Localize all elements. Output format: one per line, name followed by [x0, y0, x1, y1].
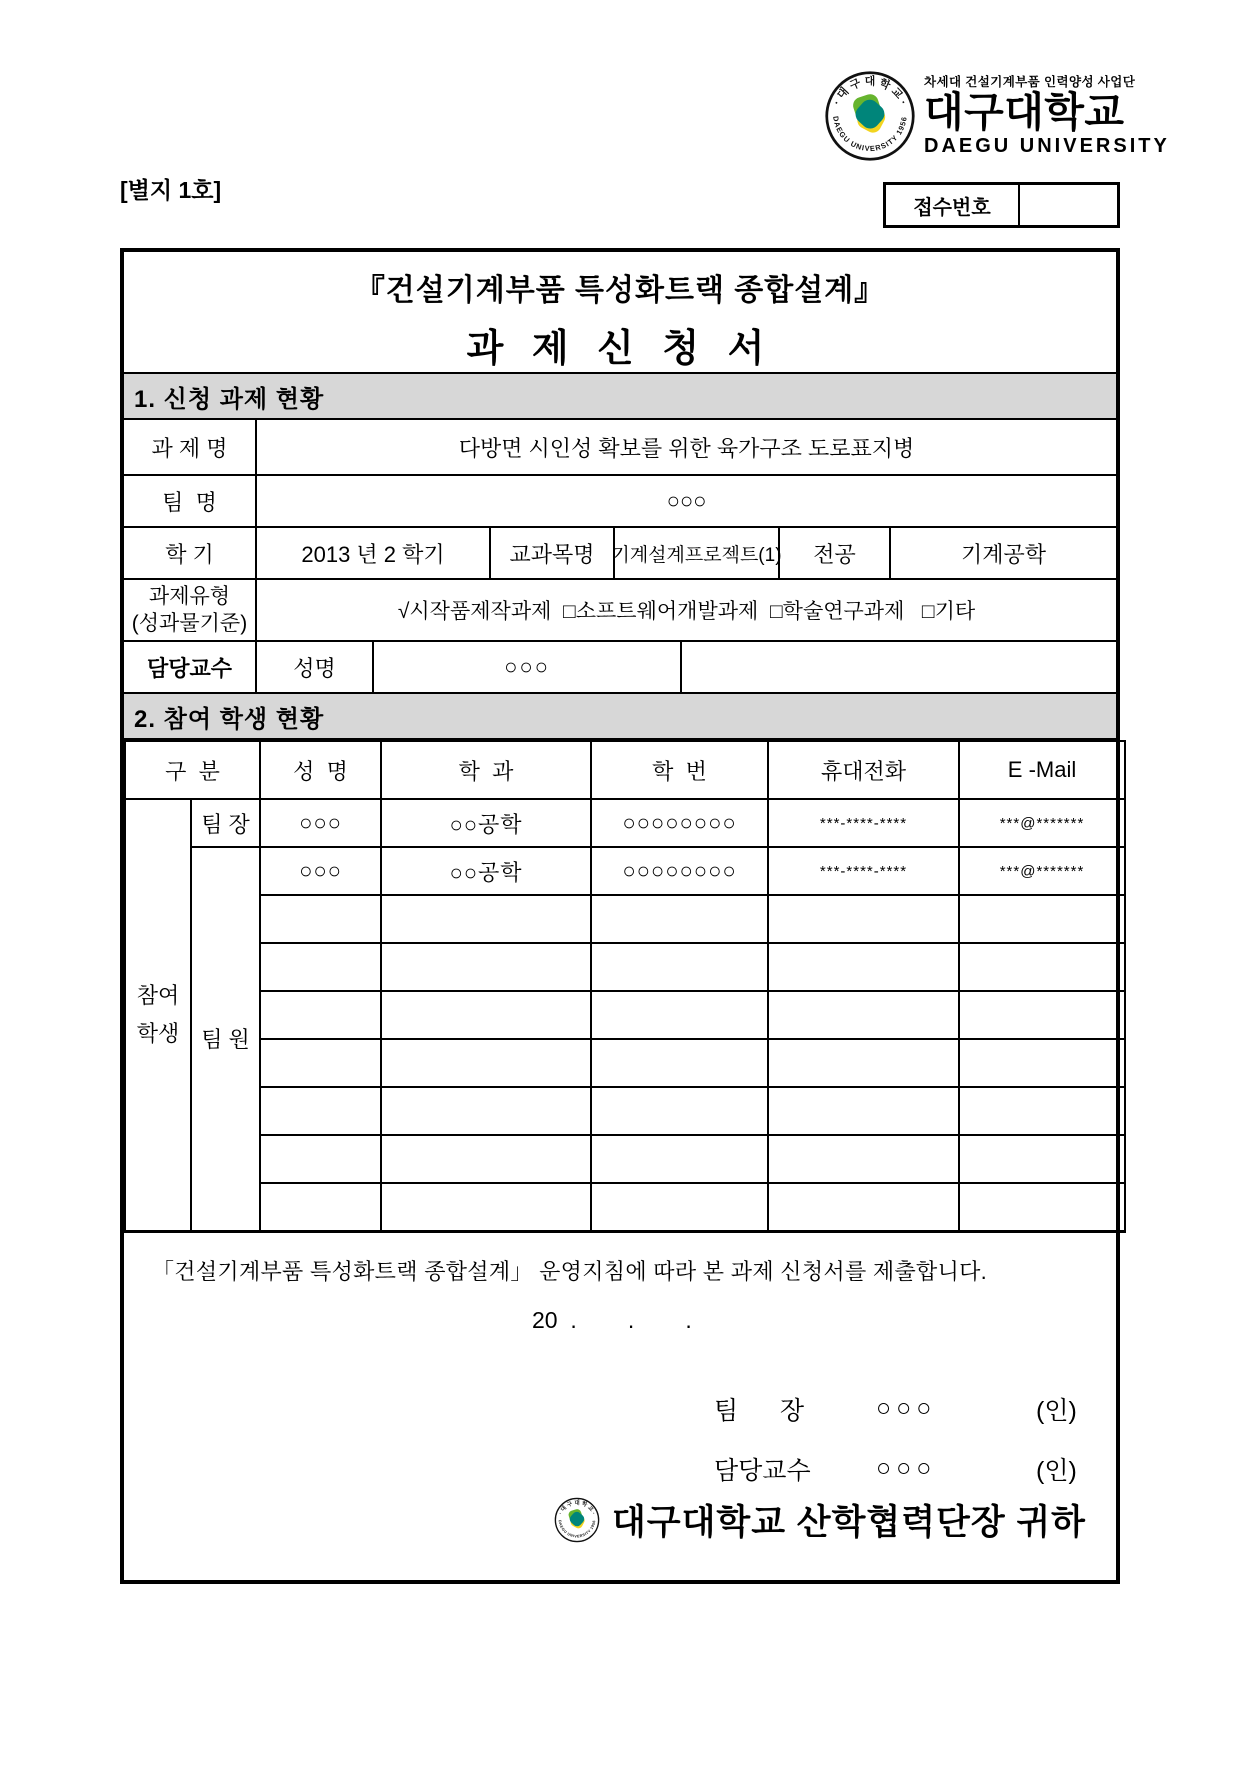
student-phone [768, 943, 959, 991]
student-id [591, 1135, 768, 1183]
row-semester [124, 528, 1116, 580]
signature-row-leader [714, 1391, 1077, 1427]
student-phone: ***-****-**** [768, 799, 959, 847]
group-label-line1: 참여 [136, 983, 180, 1009]
students-table [124, 740, 1126, 1233]
form-title-track: 『건설기계부품 특성화트랙 종합설계』 [354, 274, 886, 307]
student-id [591, 1039, 768, 1087]
student-dept [381, 991, 591, 1039]
student-name [260, 1183, 381, 1231]
student-phone: ***-****-**** [768, 847, 959, 895]
student-email [959, 943, 1125, 991]
student-email [959, 1087, 1125, 1135]
col-header-email: E -Mail [959, 741, 1125, 799]
professor-name-value: ○○○ [374, 642, 682, 692]
university-name-en: DAEGU UNIVERSITY [924, 135, 1170, 158]
submission-date: 20 . . . [532, 1306, 692, 1333]
major-value: 기계공학 [960, 541, 1046, 567]
row-professor [124, 642, 1116, 694]
university-logo-block [824, 70, 1170, 162]
group-label-participants [125, 799, 191, 1231]
col-header-name: 성 명 [260, 741, 381, 799]
receipt-number-value [1020, 185, 1117, 225]
course-value: 기계설계프로젝트(1) [615, 528, 780, 578]
professor-label: 담당교수 [124, 642, 257, 692]
university-name-kr: 대구대학교 [924, 89, 1125, 136]
attachment-number-label: [별지 1호] [120, 177, 222, 203]
table-row [125, 1087, 1125, 1135]
major-label: 전공 [780, 528, 891, 578]
student-name [260, 895, 381, 943]
table-row [125, 1135, 1125, 1183]
student-email: ***@******* [959, 799, 1125, 847]
col-header-dept: 학 과 [381, 741, 591, 799]
student-name [260, 991, 381, 1039]
student-name [260, 1087, 381, 1135]
group-label-line2: 학생 [136, 1020, 180, 1046]
student-id [591, 991, 768, 1039]
student-dept [381, 943, 591, 991]
project-type-label [124, 580, 257, 640]
semester-value: 2013 년 2 학기 [257, 528, 491, 578]
col-header-phone: 휴대전화 [768, 741, 959, 799]
student-email [959, 1183, 1125, 1231]
student-phone [768, 1183, 959, 1231]
university-seal-icon [824, 70, 916, 162]
student-dept [381, 1087, 591, 1135]
student-dept: ○○공학 [381, 847, 591, 895]
signature-professor-role: 담당교수 [714, 1456, 811, 1485]
student-dept [381, 1135, 591, 1183]
student-dept [381, 1183, 591, 1231]
semester-label: 학 기 [124, 528, 257, 578]
leader-label: 팀 장 [191, 799, 260, 847]
student-name [260, 943, 381, 991]
signature-leader-name: ○○○ [876, 1394, 937, 1422]
application-form [120, 248, 1120, 1584]
university-logo-text [924, 76, 1170, 157]
student-name: ○○○ [260, 799, 381, 847]
professor-name-label: 성명 [257, 642, 374, 692]
student-dept [381, 895, 591, 943]
member-label: 팀 원 [191, 847, 260, 1231]
row-project-type [124, 580, 1116, 642]
student-id: ○○○○○○○○ [591, 799, 768, 847]
table-row [125, 847, 1125, 895]
program-name: 차세대 건설기계부품 인력양성 사업단 [924, 74, 1136, 89]
table-row [125, 895, 1125, 943]
receipt-number-label: 접수번호 [886, 185, 1020, 225]
student-email [959, 895, 1125, 943]
student-email [959, 1039, 1125, 1087]
project-type-label-line2: (성과물기준) [131, 612, 248, 635]
signature-professor-seal: (인) [1036, 1456, 1077, 1485]
submission-section [124, 1233, 1116, 1581]
project-name-value: 다방면 시인성 확보를 위한 육가구조 도로표지병 [458, 435, 915, 461]
student-email: ***@******* [959, 847, 1125, 895]
signature-professor-name: ○○○ [876, 1454, 937, 1482]
student-name [260, 1039, 381, 1087]
receipt-number-box [883, 182, 1120, 228]
student-phone [768, 1135, 959, 1183]
row-team-name [124, 476, 1116, 528]
signature-leader-role: 팀 장 [714, 1396, 804, 1425]
student-id [591, 895, 768, 943]
project-type-options: √시작품제작과제 □소프트웨어개발과제 □학술연구과제 □기타 [397, 600, 976, 623]
section2-heading: 2. 참여 학생 현황 [124, 694, 1116, 740]
table-row [125, 991, 1125, 1039]
student-id [591, 1183, 768, 1231]
student-phone [768, 1039, 959, 1087]
submission-statement: 「건설기계부품 특성화트랙 종합설계」 운영지침에 따라 본 과제 신청서를 제출합니다. [152, 1258, 988, 1284]
section1-heading: 1. 신청 과제 현황 [124, 374, 1116, 420]
table-row [125, 1183, 1125, 1231]
student-phone [768, 991, 959, 1039]
student-dept [381, 1039, 591, 1087]
student-id [591, 943, 768, 991]
signature-leader-seal: (인) [1036, 1396, 1077, 1425]
student-phone [768, 1087, 959, 1135]
team-name-label: 팀 명 [124, 476, 257, 526]
university-seal-small-icon [554, 1497, 600, 1543]
student-dept: ○○공학 [381, 799, 591, 847]
team-name-value: ○○○ [666, 488, 707, 513]
professor-extra-cell [682, 642, 1116, 692]
course-label: 교과목명 [491, 528, 615, 578]
form-title-section [124, 252, 1116, 374]
recipient-text: 대구대학교 산학협력단장 귀하 [612, 1502, 1086, 1542]
student-id: ○○○○○○○○ [591, 847, 768, 895]
student-name: ○○○ [260, 847, 381, 895]
table-row [125, 1039, 1125, 1087]
student-phone [768, 895, 959, 943]
row-project-name [124, 420, 1116, 476]
table-row [125, 799, 1125, 847]
signature-row-professor [714, 1451, 1077, 1487]
student-email [959, 991, 1125, 1039]
project-name-label: 과 제 명 [124, 420, 257, 474]
project-type-label-line1: 과제유형 [148, 584, 231, 608]
students-header-row [125, 741, 1125, 799]
form-title-main: 과 제 신 청 서 [466, 328, 774, 370]
student-id [591, 1087, 768, 1135]
student-email [959, 1135, 1125, 1183]
col-header-group: 구 분 [125, 741, 260, 799]
col-header-id: 학 번 [591, 741, 768, 799]
student-name [260, 1135, 381, 1183]
recipient-line [554, 1495, 1086, 1545]
table-row [125, 943, 1125, 991]
